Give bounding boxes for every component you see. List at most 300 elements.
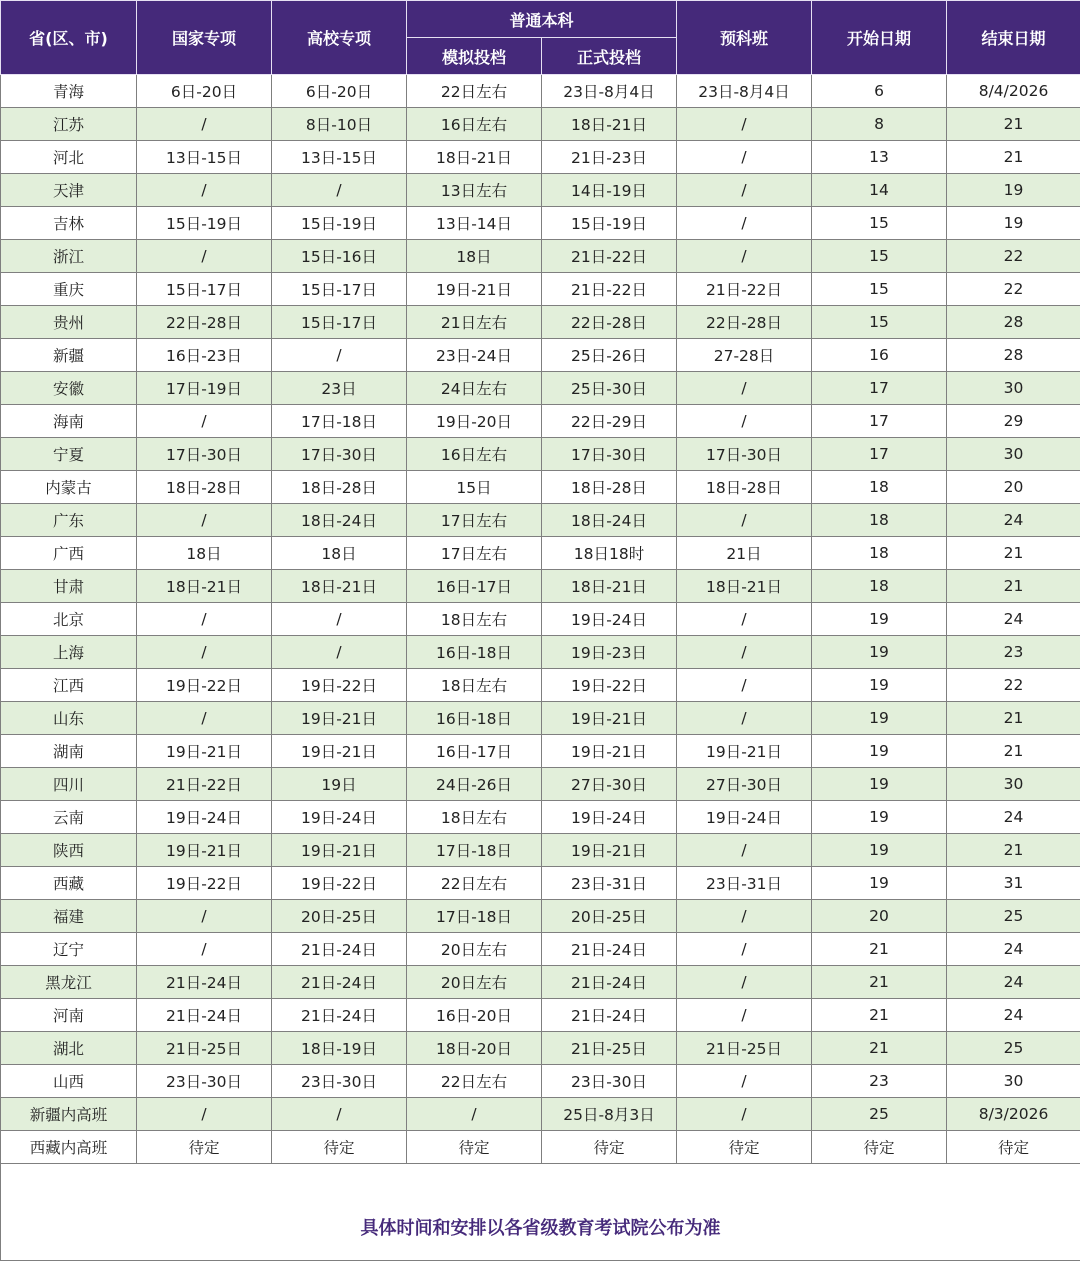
cell-province: 山西 — [1, 1065, 137, 1098]
cell-end: 25 — [947, 900, 1080, 933]
cell-national: 22日-28日 — [137, 306, 272, 339]
cell-end: 30 — [947, 438, 1080, 471]
header-province: 省(区、市) — [1, 1, 137, 75]
cell-start: 19 — [812, 636, 947, 669]
cell-mock: 16日-17日 — [407, 570, 542, 603]
cell-prep: / — [677, 240, 812, 273]
cell-mock: 18日-20日 — [407, 1032, 542, 1065]
cell-province: 西藏 — [1, 867, 137, 900]
cell-mock: 待定 — [407, 1131, 542, 1164]
header-end: 结束日期 — [947, 1, 1080, 75]
cell-prep: 17日-30日 — [677, 438, 812, 471]
cell-province: 辽宁 — [1, 933, 137, 966]
cell-formal: 19日-23日 — [542, 636, 677, 669]
cell-start: 20 — [812, 900, 947, 933]
cell-college: / — [272, 174, 407, 207]
cell-college: 待定 — [272, 1131, 407, 1164]
cell-province: 甘肃 — [1, 570, 137, 603]
cell-province: 江苏 — [1, 108, 137, 141]
cell-mock: 21日左右 — [407, 306, 542, 339]
cell-mock: 15日 — [407, 471, 542, 504]
cell-prep: / — [677, 1065, 812, 1098]
cell-college: 8日-10日 — [272, 108, 407, 141]
cell-college: 19日 — [272, 768, 407, 801]
cell-national: / — [137, 933, 272, 966]
table-body — [1, 75, 1080, 1164]
cell-start: 17 — [812, 438, 947, 471]
table-row — [1, 75, 1080, 108]
cell-start: 18 — [812, 537, 947, 570]
cell-formal: 22日-29日 — [542, 405, 677, 438]
cell-mock: 16日左右 — [407, 438, 542, 471]
cell-national: / — [137, 900, 272, 933]
cell-start: 19 — [812, 768, 947, 801]
header-regular-group: 普通本科 — [407, 1, 677, 38]
cell-formal: 19日-24日 — [542, 603, 677, 636]
cell-national: 16日-23日 — [137, 339, 272, 372]
cell-college: 17日-18日 — [272, 405, 407, 438]
cell-formal: 23日-31日 — [542, 867, 677, 900]
cell-province: 河北 — [1, 141, 137, 174]
header-prep: 预科班 — [677, 1, 812, 75]
table-row — [1, 768, 1080, 801]
cell-college: 13日-15日 — [272, 141, 407, 174]
cell-mock: 16日-18日 — [407, 702, 542, 735]
cell-college: 19日-22日 — [272, 669, 407, 702]
table-row — [1, 405, 1080, 438]
cell-mock: 17日左右 — [407, 537, 542, 570]
cell-mock: 23日-24日 — [407, 339, 542, 372]
table-row — [1, 636, 1080, 669]
cell-national: 23日-30日 — [137, 1065, 272, 1098]
cell-college: 19日-21日 — [272, 702, 407, 735]
cell-end: 30 — [947, 372, 1080, 405]
cell-national: 19日-22日 — [137, 867, 272, 900]
cell-prep: 23日-31日 — [677, 867, 812, 900]
cell-mock: 16日-20日 — [407, 999, 542, 1032]
cell-province: 山东 — [1, 702, 137, 735]
cell-national: 19日-21日 — [137, 735, 272, 768]
cell-province: 安徽 — [1, 372, 137, 405]
cell-national: 21日-24日 — [137, 966, 272, 999]
cell-start: 15 — [812, 207, 947, 240]
cell-national: 21日-24日 — [137, 999, 272, 1032]
cell-prep: / — [677, 108, 812, 141]
cell-formal: 18日-28日 — [542, 471, 677, 504]
cell-end: 31 — [947, 867, 1080, 900]
table-row — [1, 966, 1080, 999]
cell-start: 14 — [812, 174, 947, 207]
cell-national: 18日 — [137, 537, 272, 570]
cell-national: / — [137, 702, 272, 735]
cell-prep: / — [677, 669, 812, 702]
cell-college: 19日-21日 — [272, 735, 407, 768]
cell-prep: 22日-28日 — [677, 306, 812, 339]
cell-start: 19 — [812, 834, 947, 867]
cell-mock: 17日-18日 — [407, 834, 542, 867]
cell-end: 25 — [947, 1032, 1080, 1065]
cell-mock: 18日左右 — [407, 669, 542, 702]
cell-formal: 18日18时 — [542, 537, 677, 570]
table-header — [1, 1, 1080, 75]
cell-formal: 21日-22日 — [542, 240, 677, 273]
cell-prep: 21日 — [677, 537, 812, 570]
cell-national: 18日-21日 — [137, 570, 272, 603]
table-row — [1, 240, 1080, 273]
cell-start: 18 — [812, 570, 947, 603]
cell-national: 21日-25日 — [137, 1032, 272, 1065]
cell-prep: / — [677, 141, 812, 174]
cell-formal: 23日-30日 — [542, 1065, 677, 1098]
cell-end: 24 — [947, 999, 1080, 1032]
table-row — [1, 273, 1080, 306]
cell-formal: 20日-25日 — [542, 900, 677, 933]
cell-prep: / — [677, 372, 812, 405]
cell-end: 30 — [947, 768, 1080, 801]
cell-prep: / — [677, 174, 812, 207]
cell-formal: 18日-21日 — [542, 108, 677, 141]
cell-province: 浙江 — [1, 240, 137, 273]
cell-formal: 27日-30日 — [542, 768, 677, 801]
cell-national: 17日-30日 — [137, 438, 272, 471]
cell-end: 20 — [947, 471, 1080, 504]
cell-prep: 19日-21日 — [677, 735, 812, 768]
cell-prep: / — [677, 405, 812, 438]
table-row — [1, 735, 1080, 768]
header-formal: 正式投档 — [542, 38, 677, 75]
cell-start: 19 — [812, 735, 947, 768]
cell-mock: 16日左右 — [407, 108, 542, 141]
cell-national: 15日-19日 — [137, 207, 272, 240]
cell-province: 上海 — [1, 636, 137, 669]
cell-end: 8/3/2026 — [947, 1098, 1080, 1131]
cell-mock: 13日左右 — [407, 174, 542, 207]
footer-note: 具体时间和安排以各省级教育考试院公布为准 — [361, 1214, 721, 1240]
cell-province: 陕西 — [1, 834, 137, 867]
cell-prep: / — [677, 636, 812, 669]
cell-mock: 18日左右 — [407, 603, 542, 636]
cell-end: 22 — [947, 669, 1080, 702]
cell-college: / — [272, 1098, 407, 1131]
cell-start: 15 — [812, 273, 947, 306]
cell-formal: 22日-28日 — [542, 306, 677, 339]
cell-formal: 19日-24日 — [542, 801, 677, 834]
cell-formal: 19日-22日 — [542, 669, 677, 702]
cell-mock: 18日-21日 — [407, 141, 542, 174]
cell-end: 21 — [947, 702, 1080, 735]
cell-mock: 17日-18日 — [407, 900, 542, 933]
cell-mock: 20日左右 — [407, 933, 542, 966]
cell-college: 23日-30日 — [272, 1065, 407, 1098]
cell-national: 18日-28日 — [137, 471, 272, 504]
cell-start: 23 — [812, 1065, 947, 1098]
cell-start: 21 — [812, 966, 947, 999]
cell-end: 22 — [947, 273, 1080, 306]
cell-end: 21 — [947, 141, 1080, 174]
cell-prep: / — [677, 504, 812, 537]
table-row — [1, 372, 1080, 405]
table-row — [1, 339, 1080, 372]
cell-start: 19 — [812, 867, 947, 900]
cell-prep: / — [677, 933, 812, 966]
table-row — [1, 570, 1080, 603]
cell-start: 19 — [812, 669, 947, 702]
cell-prep: 19日-24日 — [677, 801, 812, 834]
cell-province: 青海 — [1, 75, 137, 108]
cell-college: 18日-24日 — [272, 504, 407, 537]
cell-start: 19 — [812, 702, 947, 735]
cell-province: 天津 — [1, 174, 137, 207]
cell-province: 宁夏 — [1, 438, 137, 471]
cell-national: / — [137, 240, 272, 273]
cell-start: 17 — [812, 405, 947, 438]
table-row — [1, 933, 1080, 966]
table-row — [1, 306, 1080, 339]
cell-mock: 24日左右 — [407, 372, 542, 405]
cell-college: 19日-21日 — [272, 834, 407, 867]
cell-province: 四川 — [1, 768, 137, 801]
cell-mock: 22日左右 — [407, 1065, 542, 1098]
cell-province: 湖北 — [1, 1032, 137, 1065]
cell-end: 29 — [947, 405, 1080, 438]
table-row — [1, 999, 1080, 1032]
cell-end: 24 — [947, 504, 1080, 537]
cell-prep: / — [677, 1098, 812, 1131]
cell-national: / — [137, 174, 272, 207]
table-row — [1, 471, 1080, 504]
cell-start: 待定 — [812, 1131, 947, 1164]
cell-prep: 21日-25日 — [677, 1032, 812, 1065]
cell-formal: 21日-24日 — [542, 999, 677, 1032]
cell-prep: 27-28日 — [677, 339, 812, 372]
table-row — [1, 141, 1080, 174]
cell-mock: / — [407, 1098, 542, 1131]
cell-mock: 18日左右 — [407, 801, 542, 834]
header-college: 高校专项 — [272, 1, 407, 75]
cell-province: 海南 — [1, 405, 137, 438]
cell-start: 16 — [812, 339, 947, 372]
cell-mock: 18日 — [407, 240, 542, 273]
table-row — [1, 900, 1080, 933]
cell-province: 重庆 — [1, 273, 137, 306]
cell-prep: / — [677, 834, 812, 867]
table-row — [1, 1032, 1080, 1065]
cell-prep: 18日-21日 — [677, 570, 812, 603]
table-row — [1, 504, 1080, 537]
cell-end: 23 — [947, 636, 1080, 669]
cell-end: 28 — [947, 306, 1080, 339]
cell-start: 19 — [812, 801, 947, 834]
table-row — [1, 108, 1080, 141]
cell-national: 21日-22日 — [137, 768, 272, 801]
cell-end: 28 — [947, 339, 1080, 372]
table-row — [1, 801, 1080, 834]
cell-end: 8/4/2026 — [947, 75, 1080, 108]
cell-prep: 21日-22日 — [677, 273, 812, 306]
cell-prep: / — [677, 207, 812, 240]
cell-formal: 21日-22日 — [542, 273, 677, 306]
cell-province: 贵州 — [1, 306, 137, 339]
cell-mock: 16日-18日 — [407, 636, 542, 669]
cell-national: / — [137, 405, 272, 438]
cell-prep: 18日-28日 — [677, 471, 812, 504]
table-row — [1, 207, 1080, 240]
cell-national: / — [137, 108, 272, 141]
cell-college: / — [272, 603, 407, 636]
cell-national: 17日-19日 — [137, 372, 272, 405]
cell-formal: 15日-19日 — [542, 207, 677, 240]
table-row — [1, 834, 1080, 867]
cell-formal: 19日-21日 — [542, 702, 677, 735]
cell-prep: 23日-8月4日 — [677, 75, 812, 108]
cell-national: / — [137, 504, 272, 537]
cell-college: 19日-22日 — [272, 867, 407, 900]
cell-province: 内蒙古 — [1, 471, 137, 504]
cell-end: 19 — [947, 207, 1080, 240]
cell-province: 河南 — [1, 999, 137, 1032]
table-row — [1, 1065, 1080, 1098]
cell-college: 15日-19日 — [272, 207, 407, 240]
cell-end: 24 — [947, 801, 1080, 834]
cell-national: 19日-22日 — [137, 669, 272, 702]
cell-college: 6日-20日 — [272, 75, 407, 108]
cell-start: 8 — [812, 108, 947, 141]
cell-province: 新疆 — [1, 339, 137, 372]
cell-start: 19 — [812, 603, 947, 636]
cell-college: 20日-25日 — [272, 900, 407, 933]
cell-formal: 19日-21日 — [542, 735, 677, 768]
cell-national: 15日-17日 — [137, 273, 272, 306]
table-row — [1, 537, 1080, 570]
cell-formal: 待定 — [542, 1131, 677, 1164]
cell-formal: 23日-8月4日 — [542, 75, 677, 108]
cell-province: 云南 — [1, 801, 137, 834]
cell-mock: 16日-17日 — [407, 735, 542, 768]
cell-college: 15日-17日 — [272, 306, 407, 339]
cell-start: 21 — [812, 999, 947, 1032]
header-start: 开始日期 — [812, 1, 947, 75]
cell-end: 21 — [947, 537, 1080, 570]
cell-prep: 待定 — [677, 1131, 812, 1164]
cell-mock: 17日左右 — [407, 504, 542, 537]
cell-province: 福建 — [1, 900, 137, 933]
cell-mock: 13日-14日 — [407, 207, 542, 240]
cell-end: 24 — [947, 603, 1080, 636]
cell-mock: 22日左右 — [407, 75, 542, 108]
cell-end: 21 — [947, 108, 1080, 141]
cell-province: 湖南 — [1, 735, 137, 768]
header-mock: 模拟投档 — [407, 38, 542, 75]
cell-prep: / — [677, 999, 812, 1032]
cell-prep: / — [677, 966, 812, 999]
cell-national: 6日-20日 — [137, 75, 272, 108]
cell-start: 13 — [812, 141, 947, 174]
cell-province: 北京 — [1, 603, 137, 636]
cell-college: 18日-28日 — [272, 471, 407, 504]
cell-national: / — [137, 603, 272, 636]
table-row — [1, 603, 1080, 636]
table-row — [1, 702, 1080, 735]
cell-college: 21日-24日 — [272, 933, 407, 966]
cell-college: 19日-24日 — [272, 801, 407, 834]
table-row — [1, 1131, 1080, 1164]
cell-province: 江西 — [1, 669, 137, 702]
table-row — [1, 1098, 1080, 1131]
cell-formal: 21日-23日 — [542, 141, 677, 174]
table-row — [1, 669, 1080, 702]
cell-national: 19日-24日 — [137, 801, 272, 834]
cell-college: 21日-24日 — [272, 999, 407, 1032]
cell-end: 19 — [947, 174, 1080, 207]
table-row — [1, 438, 1080, 471]
cell-province: 新疆内高班 — [1, 1098, 137, 1131]
cell-prep: 27日-30日 — [677, 768, 812, 801]
cell-start: 21 — [812, 933, 947, 966]
cell-province: 广西 — [1, 537, 137, 570]
cell-province: 广东 — [1, 504, 137, 537]
cell-mock: 19日-21日 — [407, 273, 542, 306]
table-row — [1, 867, 1080, 900]
cell-formal: 21日-24日 — [542, 966, 677, 999]
cell-end: 30 — [947, 1065, 1080, 1098]
cell-college: 15日-17日 — [272, 273, 407, 306]
table-row — [1, 174, 1080, 207]
cell-end: 待定 — [947, 1131, 1080, 1164]
cell-mock: 24日-26日 — [407, 768, 542, 801]
cell-national: / — [137, 636, 272, 669]
cell-start: 18 — [812, 504, 947, 537]
cell-national: 19日-21日 — [137, 834, 272, 867]
cell-start: 25 — [812, 1098, 947, 1131]
cell-national: 13日-15日 — [137, 141, 272, 174]
cell-start: 15 — [812, 240, 947, 273]
cell-college: 17日-30日 — [272, 438, 407, 471]
cell-mock: 20日左右 — [407, 966, 542, 999]
cell-college: 18日 — [272, 537, 407, 570]
cell-mock: 19日-20日 — [407, 405, 542, 438]
cell-start: 15 — [812, 306, 947, 339]
cell-college: / — [272, 636, 407, 669]
cell-end: 22 — [947, 240, 1080, 273]
cell-prep: / — [677, 702, 812, 735]
cell-end: 24 — [947, 966, 1080, 999]
cell-college: / — [272, 339, 407, 372]
cell-college: 18日-21日 — [272, 570, 407, 603]
cell-prep: / — [677, 900, 812, 933]
cell-prep: / — [677, 603, 812, 636]
cell-formal: 18日-21日 — [542, 570, 677, 603]
cell-college: 23日 — [272, 372, 407, 405]
cell-end: 21 — [947, 570, 1080, 603]
footer-note-cell — [1, 1164, 1080, 1261]
cell-end: 21 — [947, 834, 1080, 867]
cell-formal: 21日-24日 — [542, 933, 677, 966]
cell-end: 21 — [947, 735, 1080, 768]
cell-formal: 25日-26日 — [542, 339, 677, 372]
cell-start: 17 — [812, 372, 947, 405]
cell-national: / — [137, 1098, 272, 1131]
cell-formal: 25日-30日 — [542, 372, 677, 405]
cell-formal: 18日-24日 — [542, 504, 677, 537]
cell-end: 24 — [947, 933, 1080, 966]
cell-start: 18 — [812, 471, 947, 504]
cell-formal: 25日-8月3日 — [542, 1098, 677, 1131]
cell-province: 西藏内高班 — [1, 1131, 137, 1164]
cell-college: 18日-19日 — [272, 1032, 407, 1065]
header-national: 国家专项 — [137, 1, 272, 75]
cell-start: 21 — [812, 1032, 947, 1065]
cell-college: 15日-16日 — [272, 240, 407, 273]
